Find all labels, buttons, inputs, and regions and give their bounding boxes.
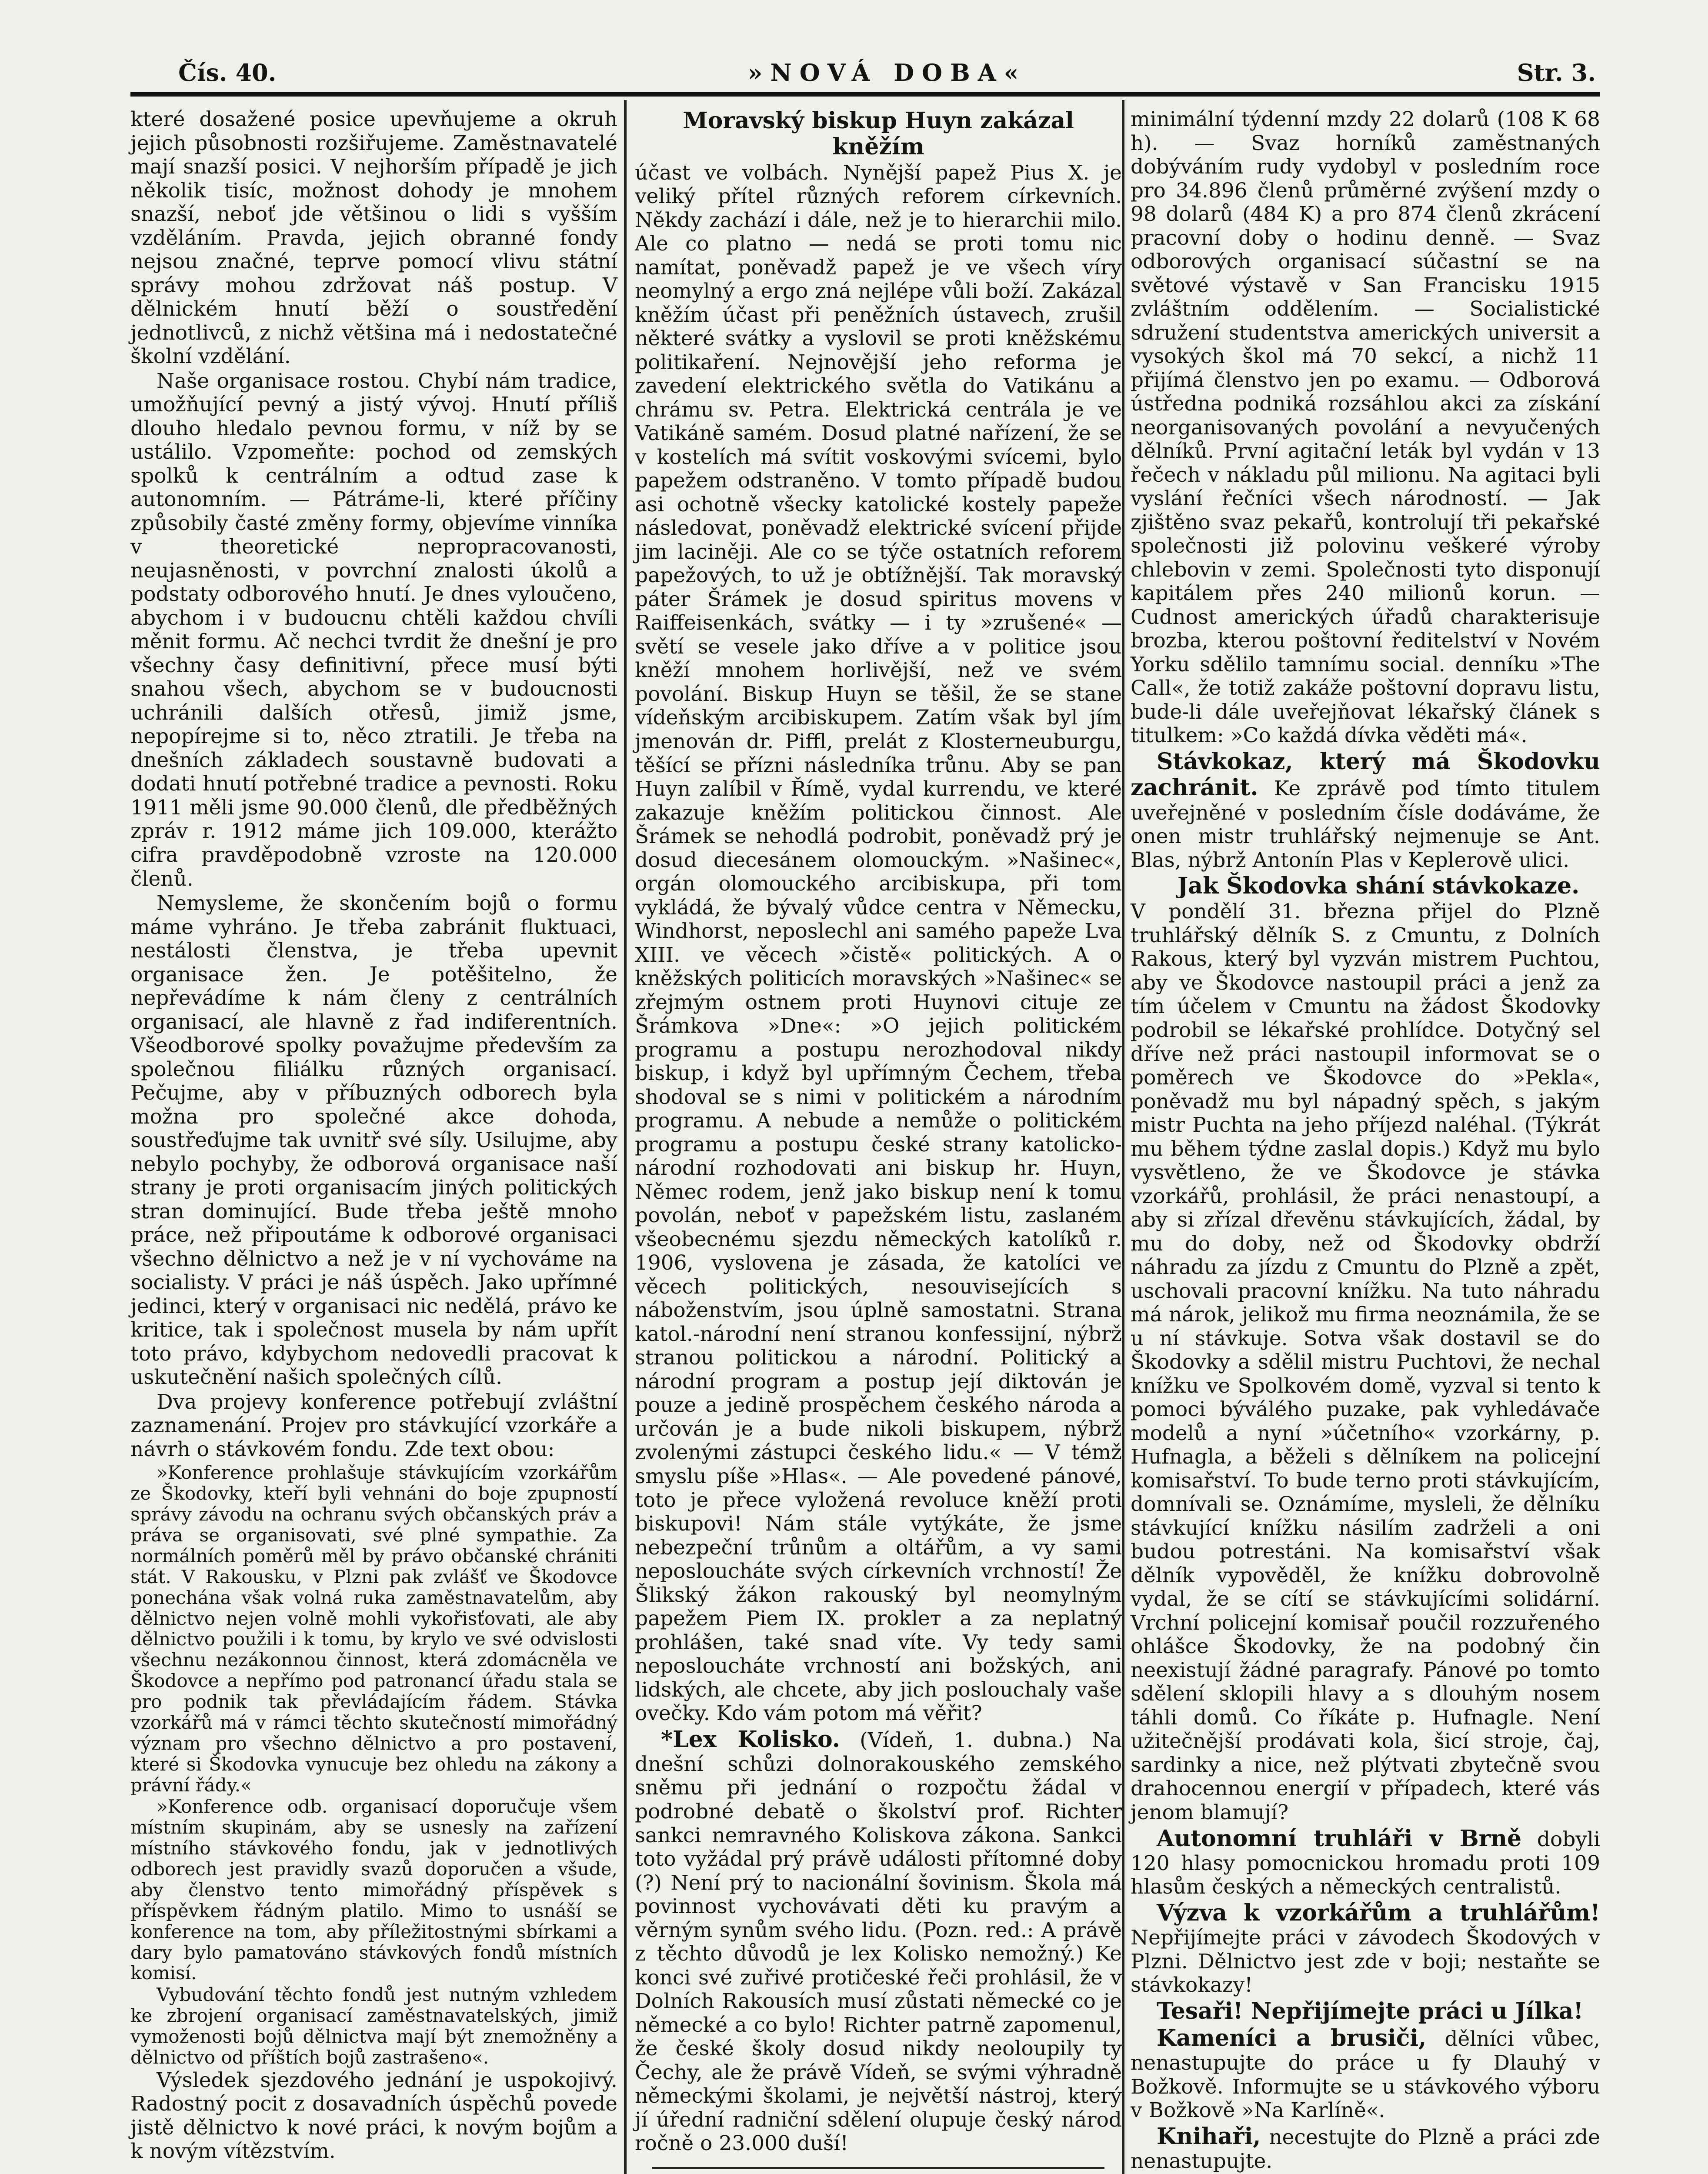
column-1	[130, 108, 617, 2174]
article-paragraph: Výsledek sjezdového jednání je uspokojivý. Radostný pocit z dosavadních úspěchů povede jistě dělnictvo k nové práci, k novým bojům a k novým vítězstvím.	[130, 2068, 617, 2164]
column-divider	[1122, 100, 1124, 2174]
news-headline: Jak Škodovka shání stávkokaze.	[1177, 873, 1580, 900]
news-headline: Autonomní truhláři v Brně	[1157, 1825, 1522, 1852]
news-headline: *Lex Kolisko.	[661, 1726, 840, 1753]
issue-number: Čís. 40.	[178, 59, 277, 87]
news-headline: Tesaři! Nepřijímejte práci u Jílka!	[1157, 1997, 1584, 2024]
news-headline: Knihaři,	[1157, 2123, 1261, 2150]
news-headline: Výzva k vzorkářům a truhlářům!	[1157, 1899, 1600, 1926]
resolution-text: »Konference odb. organisací doporučuje všem místním skupinám, aby se usnesly na zařízení místního stávkového fondu, jak v jednotlivých odborech jest pravidly svazů doporučen a všude, aby členstvo tento mimořádný příspěvek s příspěvkem řádným platilo. Mimo to usnáší se konference na tom, aby příležitostnými sbírkami a dary bylo pamatováno stávkových fondů místních komisí.	[130, 1796, 617, 1984]
news-text: dobyli 120 hlasy pomocnickou hromadu proti 109 hlasům českých a německých centralistů.	[1131, 1827, 1600, 1899]
news-text: V pondělí 31. března přijel do Plzně truhlářský dělník S. z Cmuntu, z Dolních Rakous, který byl vyzván mistrem Puchtou, aby ve Škodovce nastoupil práci a jenž za tím účelem v Cmuntu na žádost Škodovky podrobil se lékařské prohlídce. Dotyčný sel dříve než práci nastoupil informovat se o poměrech ve Škodovce do »Pekla«, poněvadž mu byl nápadný spěch, s jakým mistr Puchta na jeho příjezd naléhal. (Týkrát mu během týdne zaslal dopis.) Když mu bylo vysvětleno, že ve Škodovce je stávka vzorkářů, prohlásil, že práci nenastoupí, a aby si zřízal dřevěnu stávkujících, žádal, by mu do doby, než od Škodovky obdrží náhradu za jízdu z Cmuntu do Plzně a zpět, uschovali pracovní knížku. Na tuto náhradu má nárok, jelikož mu firma neoznámila, že se u ní stávkuje. Sotva však dostavil se do Škodovky a sdělil mistru Puchtovi, že nechal knížku ve Spolkovém domě, vyzval si tento k pomoci býválého puzake, pak vyhledávače modelů a nyní »účetního« vzorkárny, p. Hufnagla, a běželi s dělníkem na policejní komisařství. To bude terno proti stávkujícím, domnívali se. Oznámíme, mysleli, že dělníku stávkující knížku násilím zadrželi a oni budou potrestáni. Na komisařství však dělník vypověděl, že knížku dobrovolně vydal, že se cítí se stávkujícími solidární. Vrchní policejní komisař poučil rozzuřeného ohlášce Škodovky, že na podobný čin neexistují žádné paragrafy. Pánové po tomto sdělení sklopili hlavy a s dlouhým nosem táhli domů. Co říkáte p. Hufnagle. Není užitečnější prodávati kola, šicí stroje, čaj, sardinky a nice, než plýtvati zbytečně svou drahocennou energií v případech, které vás jenom blamují?	[1131, 900, 1600, 1824]
article-paragraph: které dosažené posice upevňujeme a okruh jejich působnosti rozšiřujeme. Zaměstnavatelé mají snazší posici. V nejhorším případě je jich několik tisíc, možnost dohody je mnohem snazší, neboť jde většinou o lidi s vyšším vzděláním. Pravda, jejich obranné fondy nejsou značné, teprve pomocí vlivu státní správy mohou zdržovat náš postup. V dělnickém hnutí běží o soustředění jednotlivců, z nichž většina má i nedostatečné školní vzdělání.	[130, 107, 617, 369]
news-headline: Stávkokaz, který má Škodovku zachránit.	[1131, 748, 1600, 801]
column-3	[1131, 108, 1600, 2174]
masthead-title: »NOVÁ DOBA«	[747, 59, 1027, 87]
resolution-text: »Konference prohlašuje stávkujícím vzorkářům ze Škodovky, kteří byli vehnáni do boje zpupností správy závodu na ochranu svých občanských práv a práva se organisovati, své plné sympathie. Za normálních poměrů měl by právo občanské chrániti stát. V Rakousku, v Plzni pak zvlášť ve Škodovce ponechána však volná ruka zaměstnavatelům, aby dělnictvo nejen volně mohli vykořisťovati, ale aby dělnictvo použili i k tomu, by krylo ve své odvislosti všechnu nezákonnou činnost, která zdomácněla ve Škodovce a nepřímo pod patronancí úřadu stala se pro podnik tak převládajícím řádem. Stávka vzorkářů má v rámci těchto skutečností mimořádný význam pro všechno dělnictvo a pro postavení, které si Škodovka vynucuje bez ohledu na zákony a právní řády.«	[130, 1462, 617, 1796]
news-text: Ke zprávě pod tímto titulem uveřejněné v posledním čísle dodáváme, že onen mistr truhlářský nejmenuje se Ant. Blas, nýbrž Antonín Plas v Keplerově ulici.	[1131, 777, 1600, 872]
page-number: Str. 3.	[1517, 59, 1596, 87]
news-text: dělníci vůbec, nenastupujte do práce u fy Dlauhý v Božkově. Informujte se u stávkového výboru v Božkově »Na Karlíně«.	[1131, 2027, 1600, 2123]
resolution-text: Vybudování těchto fondů jest nutným vzhledem ke zbrojení organisací zaměstnavatelských, jimiž vymoženosti bojů dělnictva mají být znemožněny a dělnictvo od příštích bojů zastrašeno«.	[130, 1984, 617, 2068]
article-paragraph: minimální týdenní mzdy 22 dolarů (108 K 68 h). — Svaz horníků zaměstnaných dobýváním rudy vydobyl v posledním roce pro 34.896 členů průměrné zvýšení mzdy o 98 dolarů (484 K) a pro 874 členů zkrácení pracovní doby o hodinu denně. — Svaz odborových organisací súčastní se na světové výstavě v San Francisku 1915 zvláštním oddělením. — Socialistické sdružení studentstva amerických universit a vysokých škol má 70 sekcí, a nichž 11 přijímá členstvo jen po examu. — Odborová ústředna podniká rozsáhlou akci za získání neorganisovaných povolání a nevyučených dělníků. První agitační leták byl vydán v 13 řečech v nákladu půl milionu. Na agitaci byli vyslání řečníci všech národností. — Jak zjištěno svaz pekařů, kontrolují tři pekařské společnosti již polovinu veškeré výroby chlebovin v zemi. Společnosti tyto disponují kapitálem přes 240 milionů korun. — Cudnost amerických úřadů charakterisuje brozba, kterou poštovní ředitelství v Novém Yorku sdělilo tamnímu social. denníku »The Call«, že totiž zakáže poštovní dopravu listu, bude-li dále uveřejňovat lékařský článek s titulkem: »Co každá dívka věděti má«.	[1131, 107, 1600, 748]
header-rule	[130, 92, 1600, 97]
section-separator	[652, 2167, 1104, 2169]
column-2	[635, 108, 1122, 2174]
news-text: (Vídeň, 1. dubna.) Na dnešní schůzi dolnorakouského zemského sněmu při jednání o rozpočtu žádal v podrobné debatě o školství prof. Richter sankci nemravného Koliskova zákona. Sankci toto vyžádal prý právě události přítomné doby (?) Není prý to nacionální šovinism. Škola má povinnost vychovávati děti ku pravým a věrným synům svého lidu. (Pozn. red.: A právě z těchto důvodů je lex Kolisko nemožný.) Ke konci své zuřivé protičeské řeči prohlásil, že v Dolních Rakousích musí zůstati německé co je německé a co bylo! Richter patrně zapomenul, že české školy dosud nikdy neoloupily ty Čechy, ale že právě Vídeň, se svými výhradně německými školami, je největší nástroj, který jí úřední radniční sdělení olupuje český národ ročně o 23.000 duší!	[635, 1728, 1122, 2156]
article-paragraph: účast ve volbách. Nynější papež Pius X. je veliký přítel různých reforem církevních. Někdy zachází i dále, než je to hierarchii milo. Ale co platno — nedá se proti tomu nic namítat, poněvadž papež je ve všech víry neomylný a ergo zná nejlépe vůli boží. Zakázal kněžím účast při peněžních ústavech, zrušil některé svátky a vyslovil se proti kněžskému politikaření. Nejnovější jeho reforma je zavedení elektrického světla do Vatikánu a chrámu sv. Petra. Elektrická centrála je ve Vatikáně samém. Dosud platné nařízení, že se v kostelích má svítit voskovými svícemi, bylo papežem odstraněno. V tomto případě budou asi ochotně všecky katolické kostely papeže následovat, poněvadž elektrické svícení přijde jim laciněji. Ale co se týče ostatních reforem papežových, to už je obtížnější. Tak moravský páter Šrámek je dosud spiritus movens v Raiffeisenkách, svátky — i ty »zrušené« — světí se vesele jako dříve a v politice jsou kněží mnohem horlivější, než ve svém povolání. Biskup Huyn se těšil, že se stane vídeňským arcibiskupem. Zatím však byl jím jmenován dr. Piffl, prelát z Klosterneuburgu, těšící se přízni následníka trůnu. Aby se pan Huyn zalíbil v Římě, vydal kurrendu, ve které zakazuje kněžím politickou činnost. Ale Šrámek se nehodlá podrobit, poněvadž prý je dosud diecesánem olomouckým. »Našinec«, orgán olomouckého arcibiskupa, při tom vykládá, že bývalý vůdce centra v Německu, Windhorst, neposlechl ani samého papeže Lva XIII. ve věcech »čistě« politických. A o kněžských politicích moravských »Našinec« se zřejmým ostnem proti Huynovi cituje ze Šrámkova »Dne«: »O jejich politickém programu a postupu nerozhodoval nikdy biskup, i když byl upřímným Čechem, třeba shodoval se s nimi v politickém a národním programu. A nebude a nemůže o politickém programu a postupu české strany katolicko-národní rozhodovati ani biskup hr. Huyn, Němec rodem, jenž jako biskup není k tomu povolán, neboť v papežském listu, zaslaném všeobecnému sjezdu německých katolíků r. 1906, vyslovena je zásada, že katolíci ve věcech politických, nesouvisejících s náboženstvím, jsou úplně samostatni. Strana katol.-národní není stranou konfessijní, nýbrž stranou politickou a národní. Politický a národní program a postup její diktován je pouze a jedině prospěchem českého národa a určován je a bude nikoli biskupem, nýbrž zvolenými zástupci českého lidu.« — V témž smyslu píše »Hlas«. — Ale povedené pánové, toto je přece vyložená revoluce kněží proti biskupovi! Nám stále vytýkáte, že jsme nebezpeční trůnům a oltářům, a vy sami neposloucháte svých církevních vrchností! Že Šlikský žákon rakouský byl neomylným papežem Piem IX. prokleт a za neplatný prohlášen, také snad víte. Vy tedy sami neposloucháte vrchností ani božských, ani lidských, ale chcete, aby jich poslouchaly vaše ovečky. Kdo vám potom má věřit?	[635, 160, 1122, 1726]
news-text: Nepřijímejte práci v závodech Škodových v Plzni. Dělnictvo jest zde v boji; nestaňte se stávkokazy!	[1131, 1926, 1600, 1997]
news-headline: Moravský biskup Huyn zakázal kněžím	[683, 107, 1074, 160]
page-header	[178, 59, 1596, 89]
news-text: necestujte do Plzně a práci zde nenastupujte.	[1131, 2125, 1600, 2174]
article-paragraph: Nemysleme, že skončením bojů o formu máme vyhráno. Je třeba zabránit fluktuaci, nestálosti členstva, je třeba upevnit organisace žen. Je potěšitelno, že nepřevádíme k nám členy z centrálních organisací, ale hlavně z řad indiferentních. Všeodborové spolky považujme především za společnou filiálku různých organisací. Pečujme, aby v příbuzných odborech byla možna pro společné akce dohoda, soustřeďujme tak uvnitř své síly. Usilujme, aby nebylo pochyby, že odborová organisace naší strany je proti organisacím jiných politických stran dominující. Bude třeba ještě mnoho práce, než připoutáme k odborové organisaci všechno dělnictvo a než je v ní vychováme na socialisty. V práci je náš úspěch. Jako upřímné jedinci, který v organisaci nic nedělá, právo ke kritice, tak i společnost musela by nám upřít toto právo, kdybychom nedovedli pracovat k uskutečnění našich společných cílů.	[130, 891, 617, 1390]
news-headline: Kameníci a brusiči,	[1157, 2025, 1427, 2052]
article-paragraph: Naše organisace rostou. Chybí nám tradice, umožňující pevný a jistý vývoj. Hnutí příliš dlouho hledalo pevnou formu, v níž by se ustálilo. Vzpomeňte: pochod od zemských spolků k centrálním a odtud zase k autonomním. — Pátráme-li, které příčiny způsobily časté změny formy, objevíme vinníka v theoretické nepropracovanosti, neujasněnosti, v povrchní znalosti úkolů a podstaty odborového hnutí. Je dnes vyloučeno, abychom i v budoucnu chtěli každou chvíli měnit formu. Ač nechci tvrdit že dnešní je pro všechny časy definitivní, přece musí býti snahou všech, abychom se v budoucnosti uchránili dalších otřesů, jimiž jsme, nepopírejme si to, něco ztratili. Je třeba na dnešních základech soustavně budovati a dodati hnutí potřebné tradice a pevnosti. Roku 1911 měli jsme 90.000 členů, dle předběžných zpráv r. 1912 máme jich 109.000, kterážto cifra pravděpodobně vzroste na 120.000 členů.	[130, 369, 617, 891]
column-divider	[624, 100, 627, 2174]
article-paragraph: Dva projevy konference potřebují zvláštní zaznamenání. Projev pro stávkující vzorkáře a návrh o stávkovém fondu. Zde text obou:	[130, 1390, 617, 1461]
